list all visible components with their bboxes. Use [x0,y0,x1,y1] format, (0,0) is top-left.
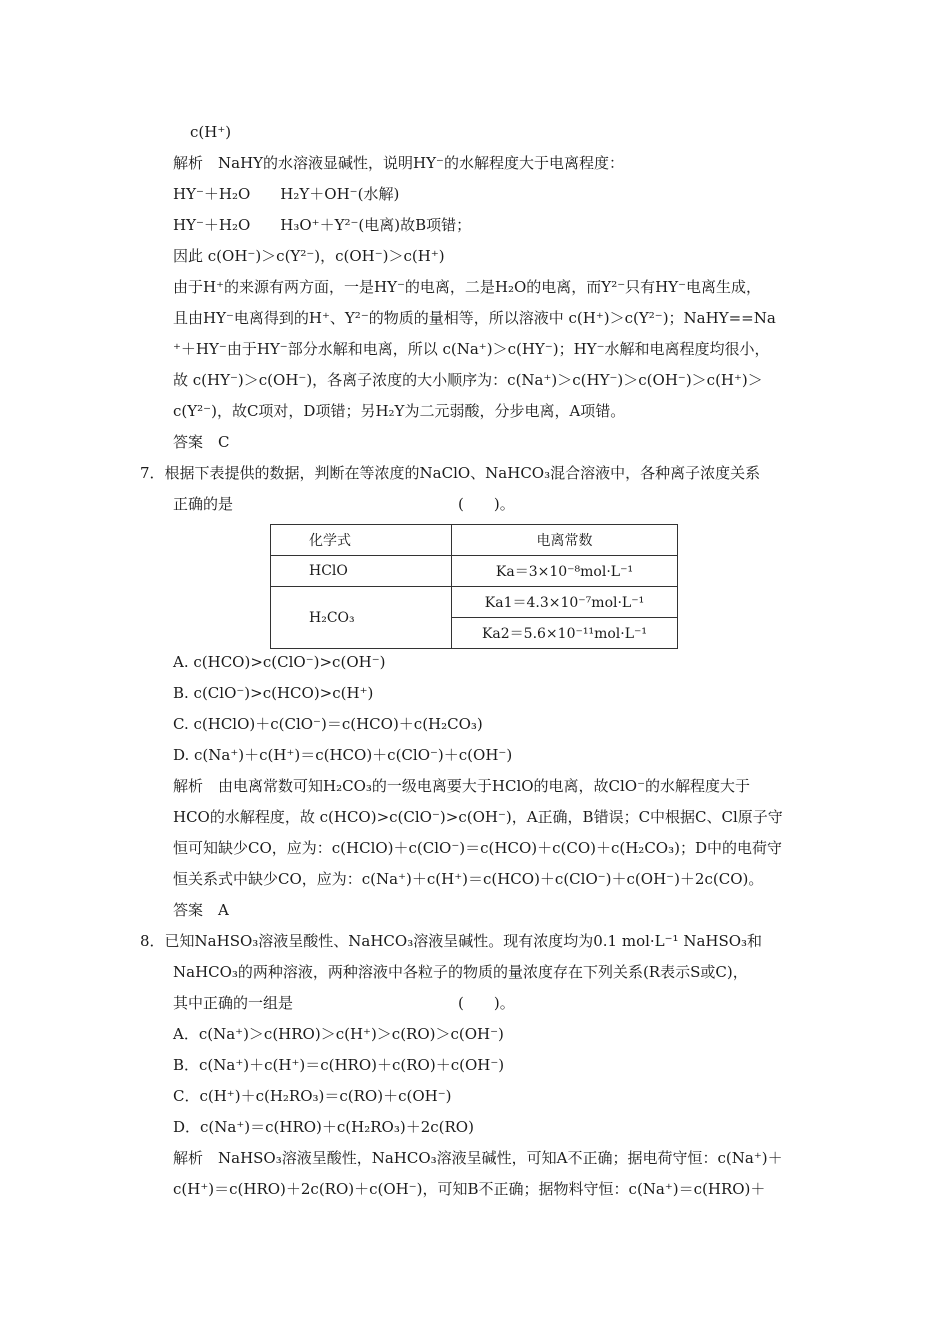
analysis-line: HCO的水解程度，故 c(HCO)>c(ClO⁻)>c(OH⁻)，A正确，B错误；C中根据C、Cl原子守 [173,808,783,826]
text-line: ⁺＋HY⁻由于HY⁻部分水解和电离，所以 c(Na⁺)＞c(HY⁻)；HY⁻水解和电离程度均很小， [173,340,770,358]
option-d: D. c(Na⁺)＋c(H⁺)＝c(HCO)＋c(ClO⁻)＋c(OH⁻) [173,746,513,764]
table-cell-formula: HClO [271,556,452,587]
table-header-formula: 化学式 [271,525,452,556]
question-7-stem: 正确的是 ( )。 [173,495,515,513]
table-cell-constant: Ka＝3×10⁻⁸mol·L⁻¹ [452,556,678,587]
question-8-stem: NaHCO₃的两种溶液，两种溶液中各粒子的物质的量浓度存在下列关系(R表示S或C)， [173,963,748,981]
option-b: B. c(ClO⁻)>c(HCO)>c(H⁺) [173,684,374,702]
analysis-line: 解析 NaHSO₃溶液呈酸性，NaHCO₃溶液呈碱性，可知A不正确；据电荷守恒：c(Na⁺)＋ [173,1149,783,1167]
analysis-line: 解析 由电离常数可知H₂CO₃的一级电离要大于HClO的电离，故ClO⁻的水解程度大于 [173,777,751,795]
option-c: C. c(HClO)＋c(ClO⁻)＝c(HCO)＋c(H₂CO₃) [173,715,483,733]
option-a: A．c(Na⁺)＞c(HRO)＞c(H⁺)＞c(RO)＞c(OH⁻) [173,1025,504,1043]
table-cell-constant: Ka1＝4.3×10⁻⁷mol·L⁻¹ [452,587,678,618]
table-cell-constant: Ka2＝5.6×10⁻¹¹mol·L⁻¹ [452,618,678,649]
text-line: 且由HY⁻电离得到的H⁺、Y²⁻的物质的量相等，所以溶液中 c(H⁺)＞c(Y²⁻)；NaHY==Na [173,309,776,327]
option-a: A. c(HCO)>c(ClO⁻)>c(OH⁻) [173,653,386,671]
table-header-constant: 电离常数 [452,525,678,556]
text-line: c(H⁺) [190,123,232,141]
analysis-line: 恒关系式中缺少CO，应为：c(Na⁺)＋c(H⁺)＝c(HCO)＋c(ClO⁻)＋c(OH⁻)＋2c(CO)。 [173,870,764,888]
analysis-line: 恒可知缺少CO，应为：c(HClO)＋c(ClO⁻)＝c(HCO)＋c(CO)＋c(H₂CO₃)；D中的电荷守 [173,839,782,857]
analysis-line: 解析 NaHY的水溶液显碱性，说明HY⁻的水解程度大于电离程度： [173,154,624,172]
question-8-stem: 其中正确的一组是 ( )。 [173,994,515,1012]
text-line: c(Y²⁻)，故C项对，D项错；另H₂Y为二元弱酸，分步电离，A项错。 [173,402,626,420]
option-d: D．c(Na⁺)＝c(HRO)＋c(H₂RO₃)＋2c(RO) [173,1118,474,1136]
option-c: C．c(H⁺)＋c(H₂RO₃)＝c(RO)＋c(OH⁻) [173,1087,452,1105]
text-line: 故 c(HY⁻)＞c(OH⁻)，各离子浓度的大小顺序为：c(Na⁺)＞c(HY⁻)＞c(OH⁻)＞c(H⁺)＞ [173,371,763,389]
text-line: 因此 c(OH⁻)＞c(Y²⁻)，c(OH⁻)＞c(H⁺) [173,247,445,265]
option-b: B．c(Na⁺)＋c(H⁺)＝c(HRO)＋c(RO)＋c(OH⁻) [173,1056,505,1074]
equation-line: HY⁻＋H₂O H₃O⁺＋Y²⁻(电离)故B项错； [173,216,472,234]
question-7-stem: 7．根据下表提供的数据，判断在等浓度的NaClO、NaHCO₃混合溶液中，各种离子浓度关系 [140,464,761,482]
ionization-constant-table [270,524,678,649]
answer-line: 答案 A [173,901,229,919]
answer-line: 答案 C [173,433,230,451]
table-cell-formula: H₂CO₃ [271,587,452,649]
text-line: 由于H⁺的来源有两方面，一是HY⁻的电离，二是H₂O的电离，而Y²⁻只有HY⁻电离生成， [173,278,762,296]
question-8-stem: 8．已知NaHSO₃溶液呈酸性、NaHCO₃溶液呈碱性。现有浓度均为0.1 mol·L⁻¹ NaHSO₃和 [140,932,763,950]
equation-line: HY⁻＋H₂O H₂Y＋OH⁻(水解) [173,185,400,203]
analysis-line: c(H⁺)＝c(HRO)＋2c(RO)＋c(OH⁻)，可知B不正确；据物料守恒：c(Na⁺)＝c(HRO)＋ [173,1180,766,1198]
